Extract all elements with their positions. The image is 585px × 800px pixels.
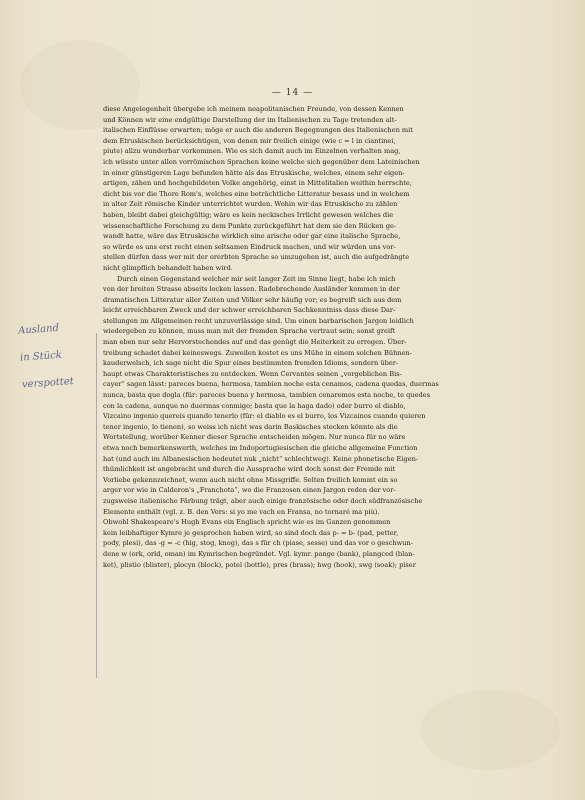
text-line: wiedergeben zu können, muss man mit der fremden Sprache vertraut sein; sonst greift — [103, 327, 396, 336]
text-line: zugsweise italienische Färbung trägt, aber auch einige französische oder doch südfranzösische — [103, 496, 423, 505]
text-line: Durch einen Gegenstand welcher mir seit langer Zeit im Sinne liegt, habe ich mich — [117, 274, 396, 283]
text-line: haben, bleibt dabei gleichgültig; wäre es kein neckisches Irrlicht gewesen welches die — [103, 210, 394, 219]
text-line: cayer“ sagen lässt: pareces buena, hermosa, tambien noche esta cenamos, cadena quedas, duermas — [103, 380, 439, 389]
paragraph-2 — [103, 274, 535, 571]
paragraph-1 — [103, 104, 535, 274]
text-line: nicht glimpflich behandelt haben wird. — [103, 263, 233, 272]
text-line: Vizcaino ingenio quereis quando tenerlo (für: el diablo es el burro, los Vizcainos cuando quieren — [103, 412, 426, 421]
text-line: ich wüsste unter allen vorrömischen Sprachen keine welche sich gegenüber dem Lateinischen — [103, 157, 420, 166]
text-line: kein leibhaftiger Kymre je gesprochen haben wird, so sind doch das p- = b- (pad, petter, — [103, 528, 399, 537]
text-line: dicht bis vor die Thore Rom's, welches eine beträchtliche Litteratur besass und in welchem — [103, 189, 410, 198]
text-line: treibung schadet dabei keineswegs. Zuweilen kostet es uns Mühe in einem solchen Bühnen- — [103, 348, 412, 357]
text-line: Vorliebe gekennzeichnet, wenn auch nicht ohne Missgriffe. Selten freilich kommt ein so — [103, 475, 398, 484]
text-line: tener ingenio, lo tienen), so weiss ich nicht was darin Baskisches stecken könnte als die — [103, 422, 398, 431]
body-text — [103, 104, 535, 570]
text-line: etwa noch bemerkenswerth, welches im Indoportugiesischen die gleiche allgemeine Function — [103, 444, 418, 452]
text-line: in alter Zeit römische Kinder unterrichtet wurden. Wohin wir das Etruskische zu zählen — [103, 200, 398, 209]
text-line: arger vor wie in Calderon's „Franchota“, wo die Franzosen einen Jargon reden der vor- — [103, 486, 396, 495]
text-line: dem Etruskischen berücksichtigen, von denen mir freilich einige (wie c = l in ciantinei, — [103, 136, 396, 145]
text-line: hat (und auch im Albanesischen bedeutet nuk „nicht“ schlechtweg). Keine phonetische Eigen- — [103, 454, 419, 463]
text-line: dene w (ork, orld, oman) im Kymrischen begründet. Vgl. kymr. pange (bank), plangced (blan- — [103, 549, 415, 558]
margin-note-line: in Stück — [19, 349, 63, 364]
text-line: wissenschaftliche Forschung zu dem Punkte zurückgeführt hat dem sie den Rücken ge- — [103, 221, 397, 230]
handwritten-margin-note — [17, 312, 97, 398]
text-line: man eben nur sehr Hervorstechendes auf und das genügt die Heiterkeit zu erregen. Über- — [103, 338, 407, 347]
text-line: Elemente enthält (vgl. z. B. den Vers: si yo me vach en Fransa, no tornaré ma più). — [103, 507, 380, 516]
paper-stain — [420, 690, 560, 770]
text-line: von der breiten Strasse abseits locken lassen. Radebrechende Ausländer kommen in der — [103, 285, 400, 294]
page-number: — 14 — — [271, 88, 314, 98]
text-line: wandt hatte, wäre das Etruskische wirklich eine arische oder gar eine italische Sprache, — [103, 232, 401, 241]
text-line: kauderwelsch, ich sage nicht die Spur eines bestimmten fremden Idioms, sondern über- — [103, 359, 399, 368]
margin-marking-line — [96, 333, 97, 678]
text-line: und Können wir eine endgültige Darstellung der im Italienischen zu Tage tretenden alt- — [103, 115, 397, 124]
text-line: leicht erreichbaren Zweck und der schwer erreichbaren Sachkenntniss dass diese Dar- — [103, 306, 396, 315]
text-line: italischen Einflüsse erwarten; möge er auch die anderen Begegnungen des Italienischen mit — [103, 126, 413, 135]
margin-note-line: verspottet — [21, 375, 75, 391]
text-line: Obwohl Shakespeare's Hugh Evans ein Englisch spricht wie es im Ganzen genommen — [103, 518, 391, 527]
text-line: piute) allzu wunderbar vorkommen. Wie es sich damit auch im Einzelnen verhalten mag, — [103, 147, 401, 156]
text-line: Wortstellung, worüber Kenner dieser Sprache entscheiden mögen. Nur nunca für no wäre — [103, 433, 406, 442]
text-line: in einer günstigeren Lage befunden hätte als das Etruskische, welches, einem sehr eigen- — [103, 168, 405, 177]
text-line: artigen, zähen und hochgebildeten Volke angehörig, einst in Mittelitalien weithin herrschte, — [103, 179, 412, 188]
text-line: thümlichkeit ist angebracht und durch die Aussprache wird doch sonst der Fremde mit — [103, 465, 396, 474]
text-line: so würde es uns erst recht einen seltsamen Eindruck machen, und wir würden uns vor- — [103, 242, 396, 251]
text-line: dramatischen Litteratur aller Zeiten und Völker sehr häufig vor; es begreift sich aus dem — [103, 295, 402, 304]
text-line: haupt etwas Charakteristisches zu entdecken. Wenn Cervantes seinen „vorgeblichen Bis- — [103, 369, 402, 378]
text-line: pody, plesi), das -g = -c (hig, stog, knog), das s für ch (piase, sesse) und das vor o geschwun- — [103, 539, 413, 548]
text-line: ket), plistio (blister), plocyn (block), potel (bottle), pres (brass); hwg (hook), swg (soak); piser — [103, 560, 416, 569]
text-line: diese Angelegenheit übergebe ich meinem neapolitanischen Freunde, von dessen Kennen — [103, 105, 404, 113]
text-line: con la cadena, aunque no duermas conmigo; basta que la haga dado) oder burro el diablo, — [103, 401, 406, 410]
text-line: stellen dürfen dass wer mit der ererbten Sprache so umzugehen ist, auch die aufgedrängte — [103, 253, 410, 262]
margin-note-line: Ausland — [17, 322, 60, 337]
text-line: nunca, basta que dogla (für: pareces buena y hermosa, tambien cenaremos esta noche, te quedes — [103, 391, 430, 400]
text-line: stellungen im Allgemeinen recht unzuverlässige sind. Um einen barbarischen Jargon leidlich — [103, 316, 414, 325]
